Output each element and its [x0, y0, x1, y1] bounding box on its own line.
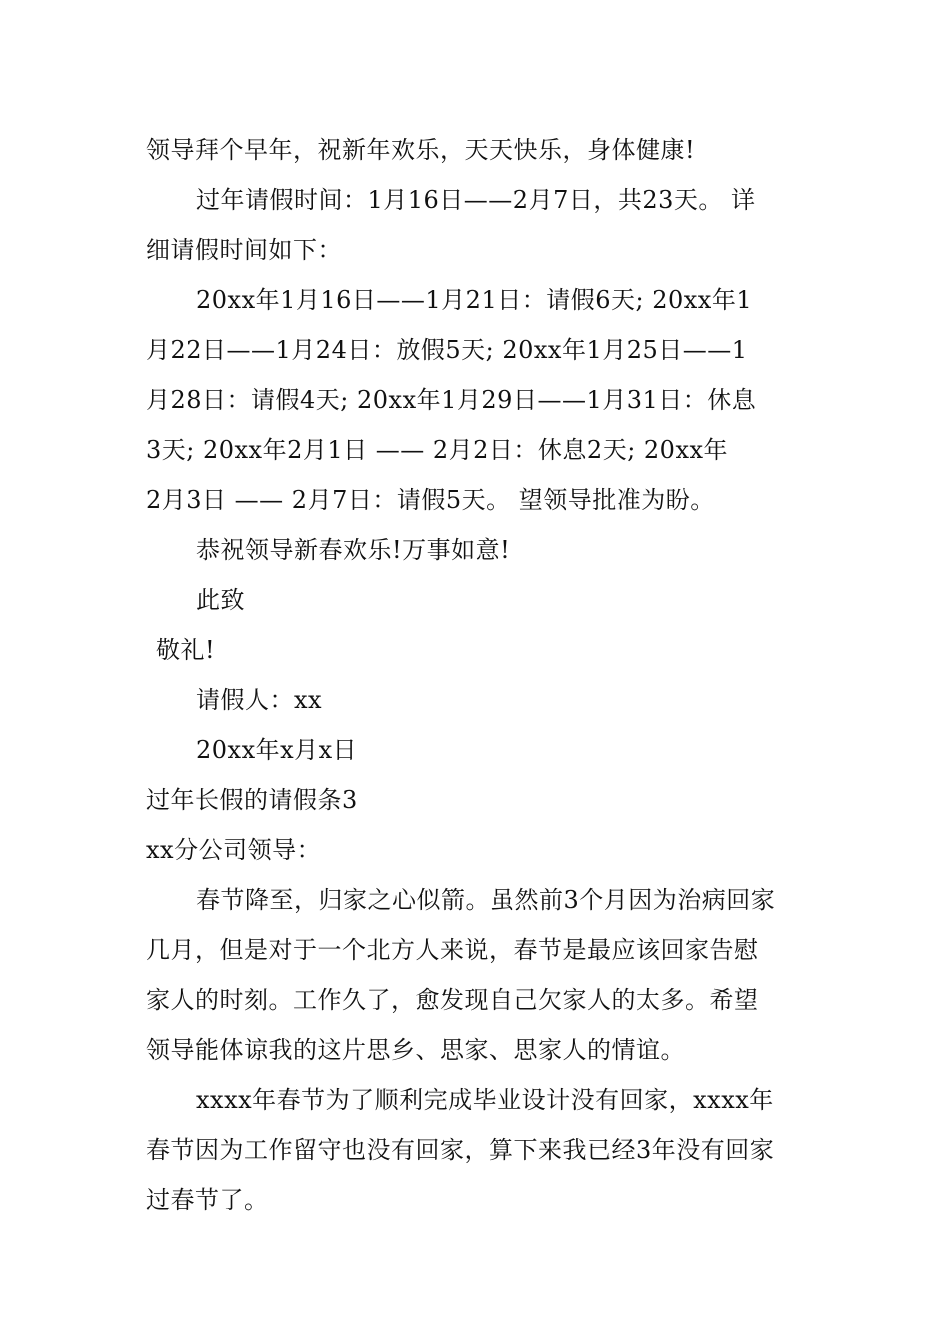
text-line-paragraph-1c: 家人的时刻。工作久了，愈发现自己欠家人的太多。希望 — [146, 986, 759, 1014]
text-line-leave-detail-heading: 细请假时间如下： — [146, 236, 342, 264]
section-title: 过年长假的请假条3 — [146, 786, 358, 814]
text-line-leave-period: 过年请假时间：1月16日——2月7日，共23天。 详 — [196, 186, 756, 214]
text-line-paragraph-2a: xxxx年春节为了顺利完成毕业设计没有回家，xxxx年 — [196, 1086, 774, 1114]
text-line-paragraph-1d: 领导能体谅我的这片思乡、思家、思家人的情谊。 — [146, 1036, 685, 1064]
text-line-greeting: 领导拜个早年，祝新年欢乐，天天快乐，身体健康! — [146, 136, 696, 164]
text-line-salute: 敬礼! — [156, 636, 216, 664]
text-line-applicant: 请假人：xx — [196, 686, 323, 714]
text-line-closing: 此致 — [196, 586, 245, 614]
text-line-paragraph-2b: 春节因为工作留守也没有回家，算下来我已经3年没有回家 — [146, 1136, 775, 1164]
text-line-schedule-2: 月22日——1月24日：放假5天; 20xx年1月25日——1 — [146, 336, 748, 364]
text-line-blessing: 恭祝领导新春欢乐!万事如意! — [196, 536, 511, 564]
text-line-addressee: xx分公司领导： — [146, 836, 322, 864]
text-line-date: 20xx年x月x日 — [196, 736, 358, 764]
text-line-schedule-1: 20xx年1月16日——1月21日：请假6天; 20xx年1 — [196, 286, 753, 314]
text-line-schedule-5: 2月3日 —— 2月7日：请假5天。 望领导批准为盼。 — [146, 486, 715, 514]
text-line-paragraph-1a: 春节降至，归家之心似箭。虽然前3个月因为治病回家 — [196, 886, 776, 914]
text-line-paragraph-2c: 过春节了。 — [146, 1186, 269, 1214]
text-line-schedule-4: 3天; 20xx年2月1日 —— 2月2日：休息2天; 20xx年 — [146, 436, 729, 464]
text-line-paragraph-1b: 几月，但是对于一个北方人来说，春节是最应该回家告慰 — [146, 936, 759, 964]
text-line-schedule-3: 月28日：请假4天; 20xx年1月29日——1月31日：休息 — [146, 386, 757, 414]
